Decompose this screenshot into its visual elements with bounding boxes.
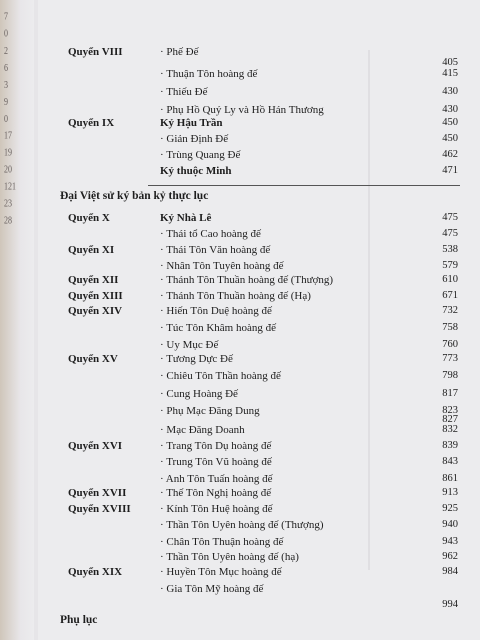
spine-page-number: 28 [4,214,12,227]
page-number: 984 [442,566,458,577]
volume-label: Quyển XIX [68,566,123,578]
page-number: 843 [442,456,458,467]
volume-label: Quyển IX [68,117,115,129]
chapter-title: · Thánh Tôn Thuần hoàng đế (Thượng) [160,274,334,286]
spine-page-number: 9 [4,95,8,108]
chapter-title: · Thần Tôn Uyên hoàng đế (hạ) [160,551,299,563]
chapter-title: · Phụ Hồ Quý Ly và Hồ Hán Thương [160,104,324,116]
page-number: 861 [442,473,458,484]
page-number: 462 [442,149,458,160]
page-number: 450 [442,133,458,144]
toc-row[interactable] [38,68,480,86]
table-of-contents-page [38,0,480,640]
volume-label: Quyển XVII [68,487,127,499]
page-number: 538 [442,244,458,255]
page-number: 671 [442,290,458,301]
chapter-title: · Phụ Mạc Đăng Dung [160,405,260,417]
page-number: 994 [442,599,458,610]
toc-row[interactable] [38,86,480,104]
volume-label: Quyển XV [68,353,118,365]
dynasty-heading: Kỷ Nhà Lê [160,212,212,224]
volume-label: Quyển XI [68,244,115,256]
toc-row[interactable] [38,456,480,474]
book-spine-edge [0,0,34,640]
toc-row[interactable] [38,566,480,584]
volume-label: Quyển XVI [68,440,123,452]
chapter-title: · Trang Tôn Dụ hoàng đế [160,440,272,452]
page-number: 832 [442,424,458,435]
volume-label: Quyển XIII [68,290,123,302]
page-number: 962 [442,551,458,562]
toc-row[interactable] [38,353,480,371]
chapter-title: · Anh Tôn Tuấn hoàng đế [160,473,273,485]
spine-page-number: 7 [4,10,8,23]
dynasty-heading: Kỷ Hậu Trần [160,117,223,129]
spine-page-number: 6 [4,61,8,74]
page-number: 415 [442,68,458,79]
chapter-title: · Chiêu Tôn Thần hoàng đế [160,370,281,382]
chapter-title: · Chân Tôn Thuận hoàng đế [160,536,284,548]
chapter-title: · Giản Định Đế [160,133,229,145]
page-number: 823 [442,405,458,416]
volume-label: Quyển XIV [68,305,123,317]
page-number: 471 [442,165,458,176]
chapter-title: · Thái Tôn Văn hoàng đế [160,244,271,256]
toc-row[interactable] [38,519,480,537]
page-number: 943 [442,536,458,547]
volume-label: Quyển X [68,212,110,224]
chapter-title: · Tương Dực Đế [160,353,233,365]
page-number: 430 [442,86,458,97]
toc-row[interactable] [38,305,480,323]
spine-page-number: 0 [4,27,8,40]
volume-label: Quyển VIII [68,46,123,58]
spine-page-number: 23 [4,197,12,210]
page-number: 940 [442,519,458,530]
spine-page-number: 17 [4,129,12,142]
chapter-title: · Túc Tôn Khâm hoàng đế [160,322,276,334]
spine-page-number: 0 [4,112,8,125]
page-number: 758 [442,322,458,333]
volume-label: Quyển XVIII [68,503,131,515]
page-number: 405 [442,57,458,68]
page-number: 610 [442,274,458,285]
spine-page-number: 20 [4,163,12,176]
spine-page-number: 121 [4,180,16,193]
page-number: 798 [442,370,458,381]
toc-row[interactable] [38,322,480,340]
page-number: 925 [442,503,458,514]
page-number: 773 [442,353,458,364]
chapter-title: · Phế Đế [160,46,199,58]
page-number: 475 [442,212,458,223]
toc-row[interactable] [38,599,480,617]
chapter-title: · Thế Tôn Nghị hoàng đế [160,487,272,499]
chapter-title: · Thánh Tôn Thuần hoàng đế (Hạ) [160,290,311,302]
chapter-title: · Mạc Đăng Doanh [160,424,245,436]
toc-row[interactable] [38,370,480,388]
toc-row[interactable] [38,388,480,406]
page-number: 732 [442,305,458,316]
page-number: 760 [442,339,458,350]
chapter-title: · Trung Tôn Vũ hoàng đế [160,456,272,468]
page-number: 817 [442,388,458,399]
spine-page-number: 19 [4,146,12,159]
chapter-title: · Thái tổ Cao hoàng đế [160,228,261,240]
volume-label: Quyển XII [68,274,119,286]
chapter-title: · Trùng Quang Đế [160,149,241,161]
page-number: 827 [442,414,458,425]
chapter-title: · Hiến Tôn Duệ hoàng đế [160,305,272,317]
section-divider [148,185,460,186]
toc-row[interactable] [38,165,480,183]
chapter-title: · Nhân Tôn Tuyên hoàng đế [160,260,284,272]
chapter-title: · Thuận Tôn hoàng đế [160,68,258,80]
spine-page-number: 2 [4,44,8,57]
section-heading: Đại Việt sử ký bản kỷ thực lục [60,190,209,202]
dynasty-heading: Kỷ thuộc Minh [160,165,232,177]
chapter-title: · Gia Tôn Mỹ hoàng đế [160,583,264,595]
appendix-heading: Phụ lục [60,614,98,626]
spine-page-number: 3 [4,78,8,91]
page-number: 430 [442,104,458,115]
chapter-title: · Huyền Tôn Mục hoàng đế [160,566,282,578]
page-number: 450 [442,117,458,128]
chapter-title: · Cung Hoàng Đế [160,388,238,400]
chapter-title: · Kính Tôn Huệ hoàng đế [160,503,273,515]
page-number: 579 [442,260,458,271]
chapter-title: · Thiếu Đế [160,86,208,98]
chapter-title: · Thần Tôn Uyên hoàng đế (Thượng) [160,519,324,531]
page-number: 839 [442,440,458,451]
page-number: 475 [442,228,458,239]
page-number: 913 [442,487,458,498]
chapter-title: · Uy Mục Đế [160,339,219,351]
